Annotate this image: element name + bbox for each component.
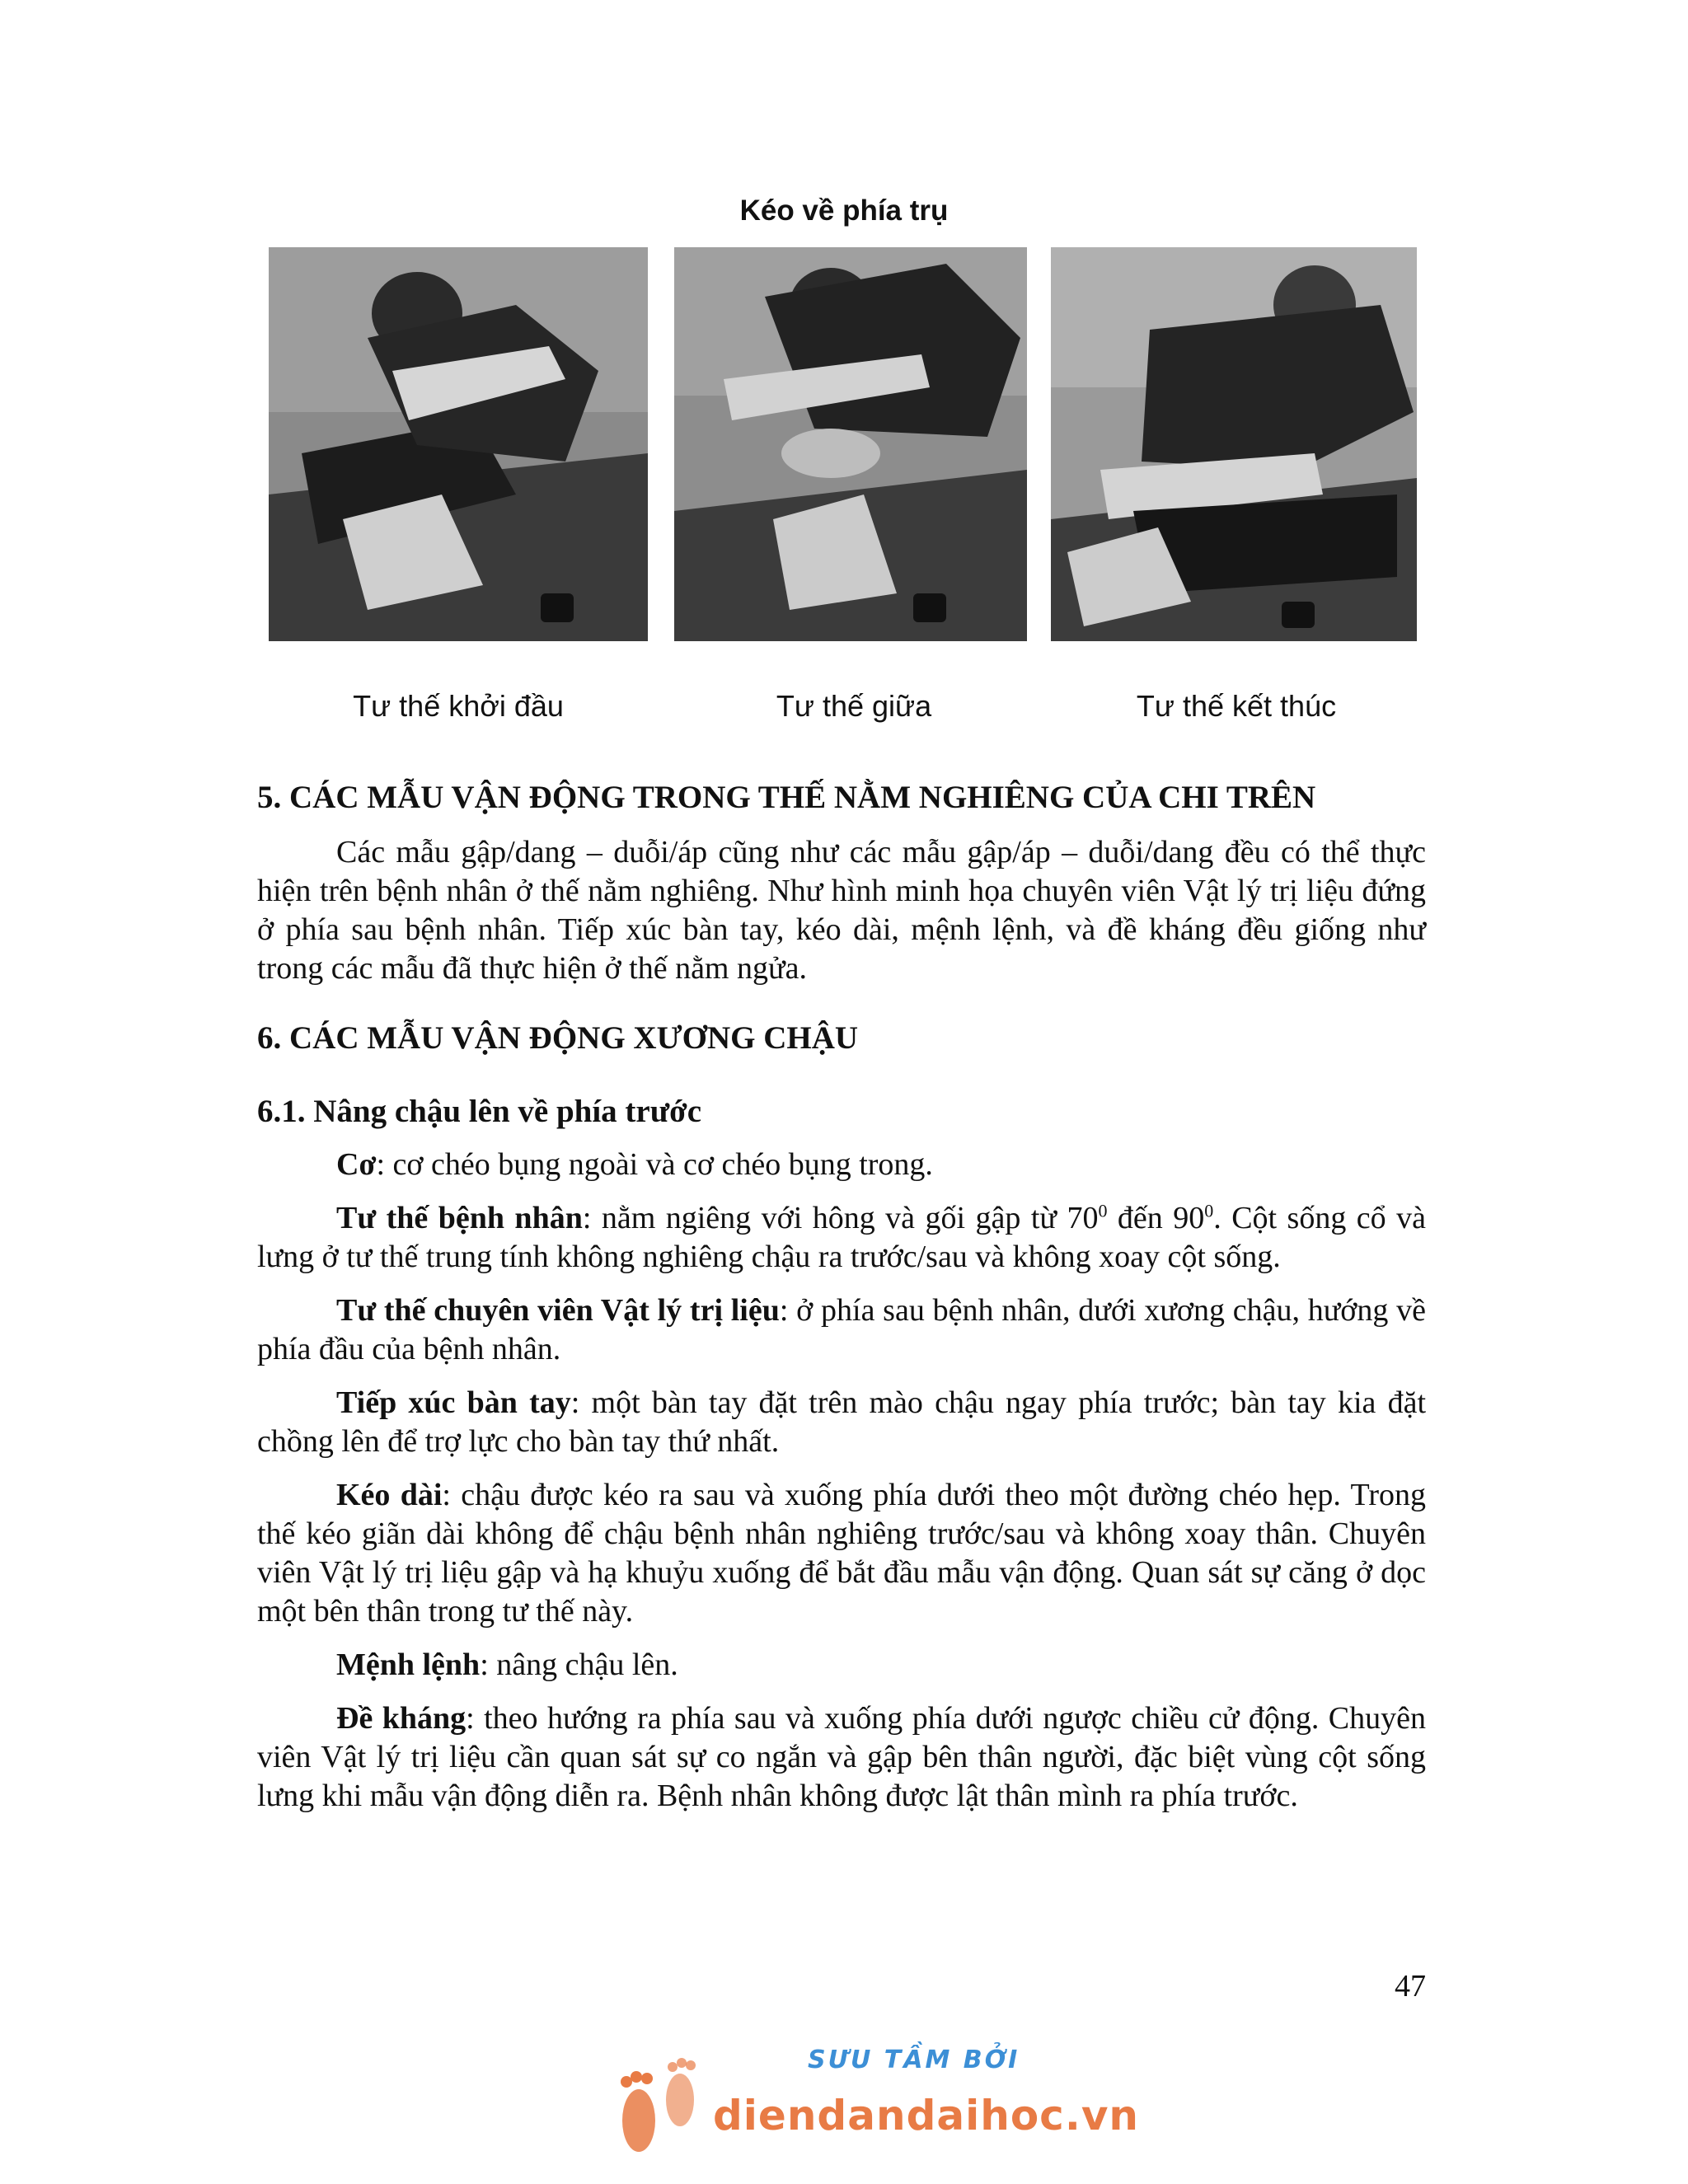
watermark [602,2042,1140,2182]
item-patient-position: Tư thế bệnh nhân: nằm ngiêng với hông và gối gập từ $70^0$ đến $90^0$. Cột sống cổ và lưng ở tư thế trung tính không nghiêng chậu ra trước/sau và không xoay cột sống. [257,1200,1426,1274]
item-resistance: Đề kháng: theo hướng ra phía sau và xuống phía dưới ngược chiều cử động. Chuyên viên Vật lý trị liệu cần quan sát sự co ngắn và gập bên thân người, đặc biệt vùng cột sống lưng khi mẫu vận động diễn ra. Bệnh nhân không được lật thân mình ra phía trước. [257,1701,1426,1813]
section-6-1 [257,1092,1426,1816]
section-5-heading: 5. CÁC MẪU VẬN ĐỘNG TRONG THẾ NẰM NGHIÊNG CỦA CHI TRÊN [257,780,1316,815]
footprint-logo-icon [602,2042,709,2166]
item-hand-contact: Tiếp xúc bàn tay: một bàn tay đặt trên mào chậu ngay phía trước; bàn tay kia đặt chồng lên để trợ lực cho bàn tay thứ nhất. [257,1385,1427,1459]
item-stretch: Kéo dài: chậu được kéo ra sau và xuống phía dưới theo một đường chéo hẹp. Trong thế kéo giãn dài không để chậu bệnh nhân nghiêng trước/sau và không xoay thân. Chuyên viên Vật lý trị liệu gập và hạ khuỷu xuống để bắt đầu mẫu vận động. Quan sát sự căng ở dọc một bên thân trong tư thế này. [257,1478,1426,1629]
photo-end-position [1051,247,1417,641]
watermark-top-text: SƯU TẦM BỞI [808,2046,1020,2074]
caption-middle-position: Tư thế giữa [776,689,932,723]
item-command: Mệnh lệnh: nâng chậu lên. [336,1647,678,1682]
caption-start-position: Tư thế khởi đầu [353,689,564,723]
watermark-site-text[interactable]: diendandaihoc.vn [713,2092,1140,2139]
caption-end-position: Tư thế kết thúc [1136,689,1337,723]
figure-title: Kéo về phía trụ [739,194,949,227]
item-muscle: Cơ: cơ chéo bụng ngoài và cơ chéo bụng trong. [336,1147,933,1182]
section-6-heading: 6. CÁC MẪU VẬN ĐỘNG XƯƠNG CHẬU [257,1020,859,1056]
section-6-1-heading: 6.1. Nâng chậu lên về phía trước [257,1094,702,1129]
item-therapist-position: Tư thế chuyên viên Vật lý trị liệu: ở phía sau bệnh nhân, dưới xương chậu, hướng về phía đầu của bệnh nhân. [257,1293,1427,1366]
photo-middle-position [674,247,1027,641]
photo-start-position [269,247,648,641]
section-5-paragraph: Các mẫu gập/dang – duỗi/áp cũng như các mẫu gập/áp – duỗi/dang đều có thể thực hiện trên bệnh nhân ở thế nằm nghiêng. Như hình minh họa chuyên viên Vật lý trị liệu đứng ở phía sau bệnh nhân. Tiếp xúc bàn tay, kéo dài, mệnh lệnh, và đề kháng đều giống như trong các mẫu đã thực hiện ở thế nằm ngửa. [257,835,1426,986]
section-5 [257,778,1426,988]
page-number: 47 [1395,1969,1426,2004]
section-6 [257,1019,1426,1057]
